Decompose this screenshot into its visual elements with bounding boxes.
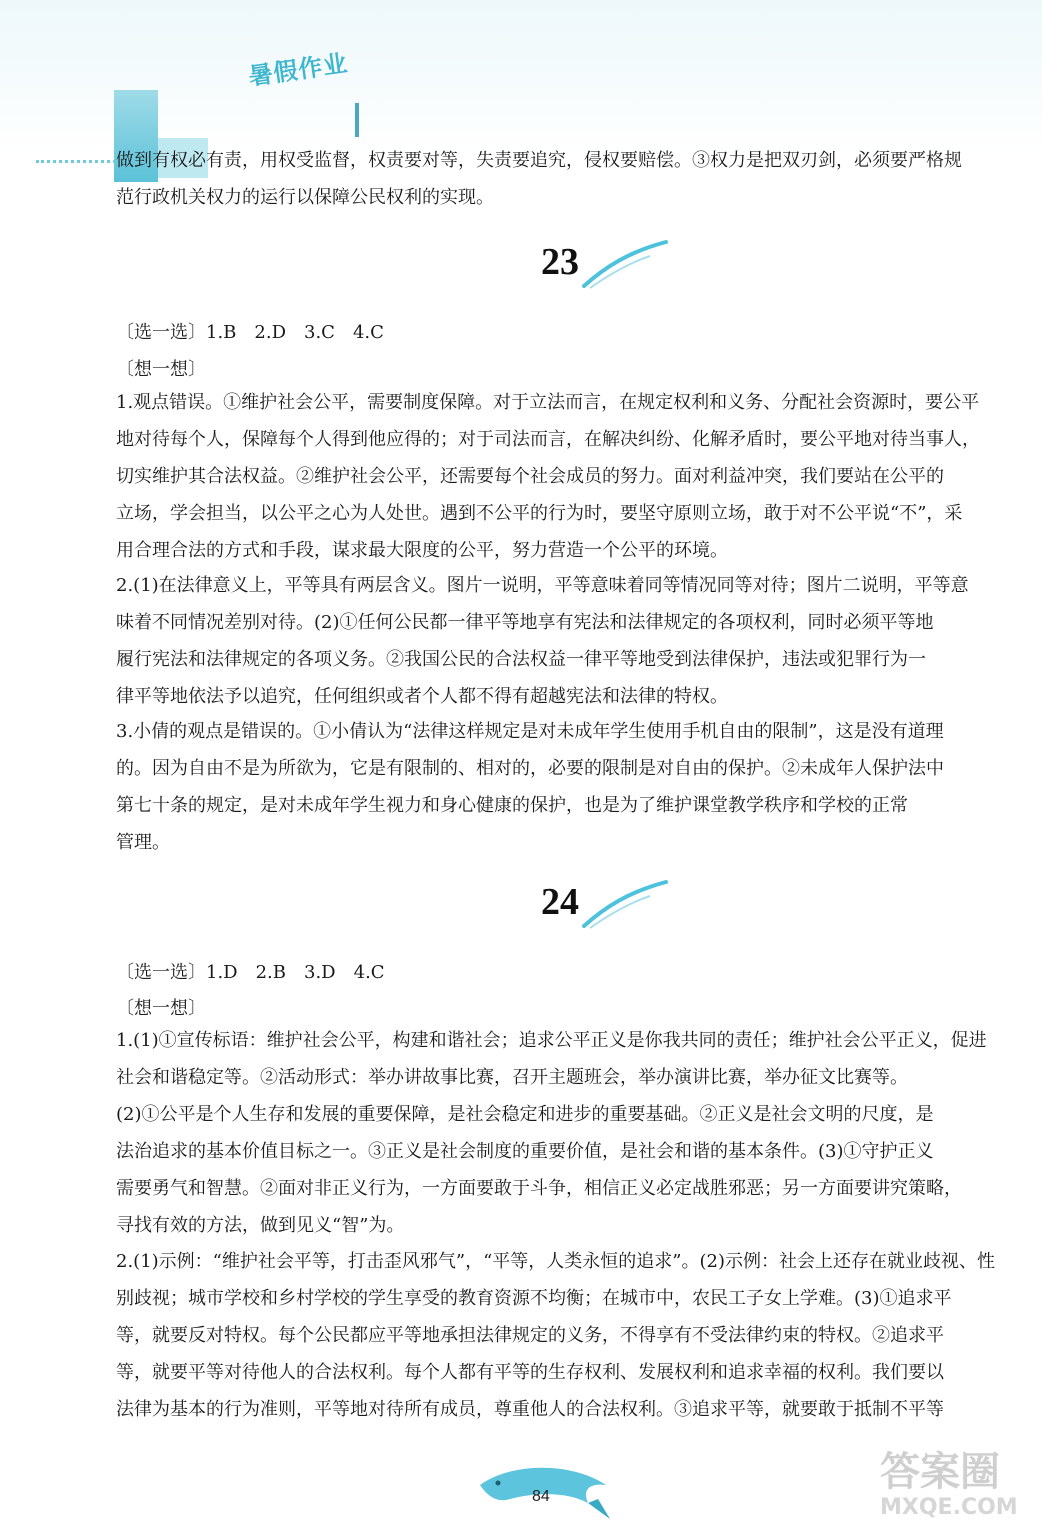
text-line: 的。因为自由不是为所欲为，它是有限制的、相对的，必要的限制是对自由的保护。②未成年人保护法中: [116, 758, 944, 779]
answer-23-2: [116, 567, 1006, 715]
text-line: 法治追求的基本价值目标之一。③正义是社会制度的重要价值，是社会和谐的基本条件。(3)①守护正义: [116, 1141, 934, 1162]
text-line: 范行政机关权力的运行以保障公民权利的实现。: [116, 187, 494, 208]
site-watermark: [880, 1440, 1018, 1520]
text-line: 3.小倩的观点是错误的。①小倩认为“法律这样规定是对未成年学生使用手机自由的限制”，这是没有道理: [116, 721, 944, 742]
answer-23-3: [116, 713, 1006, 861]
logo-dots: [36, 160, 116, 169]
answer-23-1: [116, 384, 1006, 569]
think-label-23: 〔想一想〕: [116, 359, 206, 380]
watermark-domain: MXQE.COM: [880, 1495, 1018, 1520]
text-line: 地对待每个人，保障每个人得到他应得的；对于司法而言，在解决纠纷、化解矛盾时，要公平地对待当事人，: [116, 429, 980, 450]
text-line: 等，就要反对特权。每个公民都应平等地承担法律规定的义务，不得享有不受法律约束的特权。②追求平: [116, 1325, 944, 1346]
text-line: 1.观点错误。①维护社会公平，需要制度保障。对于立法而言，在规定权利和义务、分配社会资源时，要公平: [116, 392, 980, 413]
text-line: 别歧视；城市学校和乡村学校的学生享受的教育资源不均衡；在城市中，农民工子女上学难。(3)①追求平: [116, 1288, 952, 1309]
answer-24-2: [116, 1243, 1006, 1428]
section-number-23: 23: [541, 241, 579, 283]
logo-tick: [355, 103, 359, 137]
section-number-24: 24: [541, 881, 579, 923]
intro-paragraph: [116, 142, 1006, 216]
text-line: 2.(1)示例：“维护社会平等，打击歪风邪气”，“平等，人类永恒的追求”。(2)示例：社会上还存在就业歧视、性: [116, 1251, 995, 1272]
text-line: 履行宪法和法律规定的各项义务。②我国公民的合法权益一律平等地受到法律保护，违法或犯罪行为一: [116, 649, 926, 670]
text-line: 等，就要平等对待他人的合法权利。每个人都有平等的生存权利、发展权利和追求幸福的权利。我们要以: [116, 1362, 944, 1383]
text-line: 律平等地依法予以追究，任何组织或者个人都不得有超越宪法和法律的特权。: [116, 686, 728, 707]
text-line: 2.(1)在法律意义上，平等具有两层含义。图片一说明，平等意味着同等情况同等对待；图片二说明，平等意: [116, 575, 969, 596]
text-line: 管理。: [116, 832, 170, 853]
text-line: 做到有权必有责，用权受监督，权责要对等，失责要追究，侵权要赔偿。③权力是把双刃剑，必须要严格规: [116, 150, 962, 171]
text-line: 需要勇气和智慧。②面对非正义行为，一方面要敢于斗争，相信正义必定战胜邪恶；另一方面要讲究策略，: [116, 1178, 962, 1199]
watermark-text: 答案圈: [880, 1449, 1000, 1495]
text-line: 社会和谐稳定等。②活动形式：举办讲故事比赛，召开主题班会，举办演讲比赛，举办征文比赛等。: [116, 1067, 908, 1088]
text-line: 第七十条的规定，是对未成年学生视力和身心健康的保护，也是为了维护课堂教学秩序和学校的正常: [116, 795, 908, 816]
text-line: 1.(1)①宣传标语：维护社会公平，构建和谐社会；追求公平正义是你我共同的责任；维护社会公平正义，促进: [116, 1030, 987, 1051]
swoosh-icon: [580, 878, 670, 930]
text-line: 用合理合法的方式和手段，谋求最大限度的公平，努力营造一个公平的环境。: [116, 540, 728, 561]
text-line: 味着不同情况差别对待。(2)①任何公民都一律平等地享有宪法和法律规定的各项权利，同时必须平等地: [116, 612, 934, 633]
answer-24-1: [116, 1022, 1006, 1244]
think-label-24: 〔想一想〕: [116, 998, 206, 1019]
text-line: 法律为基本的行为准则，平等地对待所有成员，尊重他人的合法权利。③追求平等，就要敢于抵制不平等: [116, 1399, 944, 1420]
choice-answers-24: 〔选一选〕1.D 2.B 3.D 4.C: [116, 962, 385, 983]
logo-title: 暑假作业: [246, 48, 350, 91]
text-line: (2)①公平是个人生存和发展的重要保障，是社会稳定和进步的重要基础。②正义是社会文明的尺度，是: [116, 1104, 934, 1125]
swoosh-icon: [580, 238, 670, 290]
text-line: 切实维护其合法权益。②维护社会公平，还需要每个社会成员的努力。面对利益冲突，我们要站在公平的: [116, 466, 944, 487]
choice-answers-23: 〔选一选〕1.B 2.D 3.C 4.C: [116, 322, 384, 343]
text-line: 立场，学会担当，以公平之心为人处世。遇到不公平的行为时，要坚守原则立场，敢于对不公平说“不”，采: [116, 503, 963, 524]
text-line: 寻找有效的方法，做到见义“智”为。: [116, 1215, 405, 1236]
page-number: 84: [532, 1488, 550, 1505]
